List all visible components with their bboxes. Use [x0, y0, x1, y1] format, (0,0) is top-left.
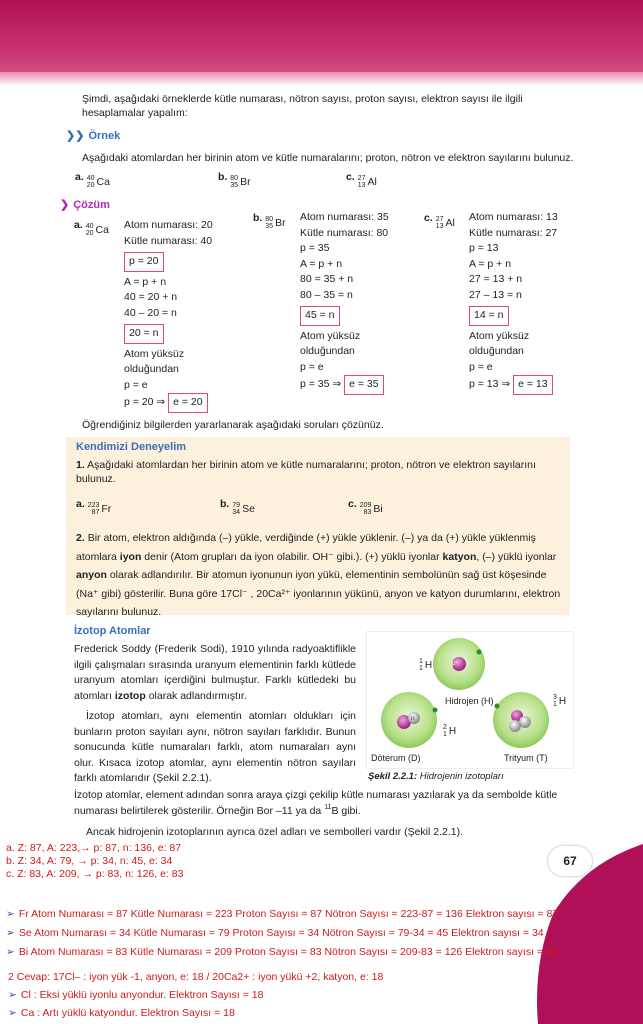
arrow-bullet-icon: ➢: [6, 908, 15, 920]
hidrojen-label: Hidrojen (H): [445, 696, 494, 706]
result-box: 14 = n: [469, 306, 509, 326]
result-box: e = 35: [344, 375, 384, 395]
ornek-label: ❯❯ Örnek: [66, 129, 121, 142]
cozum-b-steps: Atom numarası: 35 Kütle numarası: 80 p = 35 A = p + n 80 = 35 + n 80 – 35 = n 45 = n Atom yüksüz olduğundan p = e p = 35 ⇒ e = 35: [300, 210, 420, 395]
result-box: 20 = n: [124, 324, 164, 344]
answers-long: ➢ Fr Atom Numarası = 87 Kütle Numarası = 223 Proton Sayısı = 87 Nötron Sayısı = 223-87 = 136 Elektron sayısı = 87 ➢ Se Atom Numarası = 34 Kütle Numarası = 79 Proton Sayısı = 34 Nötron Sayısı = 79-34 = 45 Elektron sayısı = 34 ➢ Bi Atom Numarası = 83 Kütle Numarası = 209 Proton Sayısı = 83 Nötron Sayısı = 209-83 = 126 Elektron sayısı = 93: [6, 905, 643, 962]
t-symbol: 3 1 H: [553, 694, 567, 708]
answers-short: a. Z: 87, A: 223,→ p: 87, n: 136, e: 87 b. Z: 34, A: 79, → p: 34, n: 45, e: 34 c. Z: 83, A: 209, → p: 83, n: 126, e: 83: [6, 842, 184, 880]
figure-caption: Şekil 2.2.1: Hidrojenin izotopları: [368, 771, 504, 782]
result-box: e = 20: [168, 393, 208, 413]
kendimizi-q1-c: c. 209 83 Bi: [348, 498, 383, 516]
ornek-item-a: a. 40 20 Ca: [75, 171, 110, 189]
intro-text: Şimdi, aşağıdaki örneklerde kütle numarası, nötron sayısı, proton sayısı, elektron sayısı ile ilgili hesaplamalar yapalım:: [82, 93, 523, 119]
kendimizi-title: Kendimizi Deneyelim: [76, 441, 187, 453]
arrow-bullet-icon: ➢: [8, 989, 17, 1001]
cozum-a-steps: Atom numarası: 20 Kütle numarası: 40 p = 20 A = p + n 40 = 20 + n 40 – 20 = n 20 = n Atom yüksüz olduğundan p = e p = 20 ⇒ e = 20: [124, 218, 254, 413]
result-box: e = 13: [513, 375, 553, 395]
chevron-icon: ❯❯: [66, 130, 85, 142]
answer2: 2 Cevap: 17Cl– : iyon yük -1, anyon, e: 18 / 20Ca2+ : iyon yükü +2, katyon, e: 18 ➢ Cl : Eksi yüklü iyonlu anyondur. Elektron Sayısı = 18 ➢ Ca : Artı yüklü katyondur. Elektron Sayısı = 18: [8, 968, 568, 1022]
isotope-figure: [366, 631, 574, 769]
kendimizi-q2: 2. Bir atom, elektron aldığında (–) yükle, verdiğinde (+) yükle yüklenir. (–) ya da (+) yükle yüklenmiş atomlara iyon denir (Atom grupları da iyon olabilir. OH⁻ gibi.). (+) yüklü iyonlar katyon, (–) yüklü iyonlar anyon olarak adlandırılır. Bir atomun iyonunun iyon yükü, elementinin sembolünün sağ üst köşesinde (Na⁺ gibi) gösterilir. Buna göre 17Cl⁻ , 20Ca²⁺ iyonlarının yükünü, anyon ve katyon durumlarını, elektron sayılarını bulunuz.: [76, 532, 561, 618]
arrow-bullet-icon: ➢: [6, 946, 15, 958]
header-band: [0, 0, 643, 80]
arrow-bullet-icon: ➢: [6, 927, 15, 939]
neutron-label: n: [411, 716, 415, 722]
kendimizi-q1-a: a. 223 87 Fr: [76, 498, 112, 516]
izotop-p3: İzotop atomlar, element adından sonra araya çizgi çekilip kütle numarası yazılarak ya da sembolde kütle numarası belirtilerek gösterilir. Örneğin Bor –11 ya da $^{11}$B gibi.: [74, 789, 558, 817]
ornek-question: Aşağıdaki atomlardan her birinin atom ve kütle numaralarını; proton, nötron ve elektron sayılarını bulunuz.: [82, 152, 574, 164]
cozum-c-steps: Atom numarası: 13 Kütle numarası: 27 p = 13 A = p + n 27 = 13 + n 27 – 13 = n 14 = n Atom yüksüz olduğundan p = e p = 13 ⇒ e = 13: [469, 210, 589, 395]
cozum-label: ❯ Çözüm: [60, 198, 110, 211]
result-box: p = 20: [124, 252, 164, 272]
cozum-c-atom: c. 27 13 Al: [424, 212, 455, 230]
ogrendiginiz-text: Öğrendiğiniz bilgilerden yararlanarak aşağıdaki soruları çözünüz.: [82, 419, 384, 431]
trityum-label: Trityum (T): [504, 753, 548, 763]
cozum-a-atom: a. 40 20 Ca: [74, 219, 109, 237]
ornek-item-c: c. 27 13 Al: [346, 171, 377, 189]
h1-symbol: 1 1 H: [419, 658, 433, 672]
result-box: 45 = n: [300, 306, 340, 326]
izotop-p4: Ancak hidrojenin izotoplarının ayrıca özel adları ve sembolleri vardır (Şekil 2.2.1).: [86, 826, 464, 838]
cozum-b-atom: b. 80 35 Br: [253, 212, 286, 230]
doterum-label: Döterum (D): [371, 753, 421, 763]
d-symbol: 2 1 H: [443, 724, 457, 738]
ornek-item-b: b. 80 35 Br: [218, 171, 251, 189]
izotop-p1: Frederick Soddy (Frederik Sodi), 1910 yılında radyoaktiflikle ilgili çalışmaları sırasında uranyum elementinin farklı kütlede uranyum atomları içerdiğini bulmuştur. Farklı kütledeki bu atomları izotop olarak adlandırmıştır.: [74, 643, 356, 702]
izotop-title: İzotop Atomlar: [74, 625, 151, 637]
kendimizi-q1: 1. Aşağıdaki atomlardan her birinin atom ve kütle numaralarını; proton, nötron ve elektron sayılarını bulunuz.: [76, 459, 536, 485]
chevron-icon: ❯: [60, 199, 70, 211]
kendimizi-q1-b: b. 79 34 Se: [220, 498, 255, 516]
proton-label: p⁺: [452, 661, 459, 667]
izotop-p2: İzotop atomları, aynı elementin atomları oldukları için bunların proton sayıları aynı, nötron sayıları farklıdır. Bunun sonucunda kütle numaraları farklı, atom numaraları aynı olur. Kısaca izotop atomlar, aynı elementin nötron sayıları farklı atomlarıdır (Şekil 2.2.1).: [74, 710, 356, 784]
arrow-bullet-icon: ➢: [8, 1007, 17, 1019]
page-number: 67: [548, 846, 592, 876]
